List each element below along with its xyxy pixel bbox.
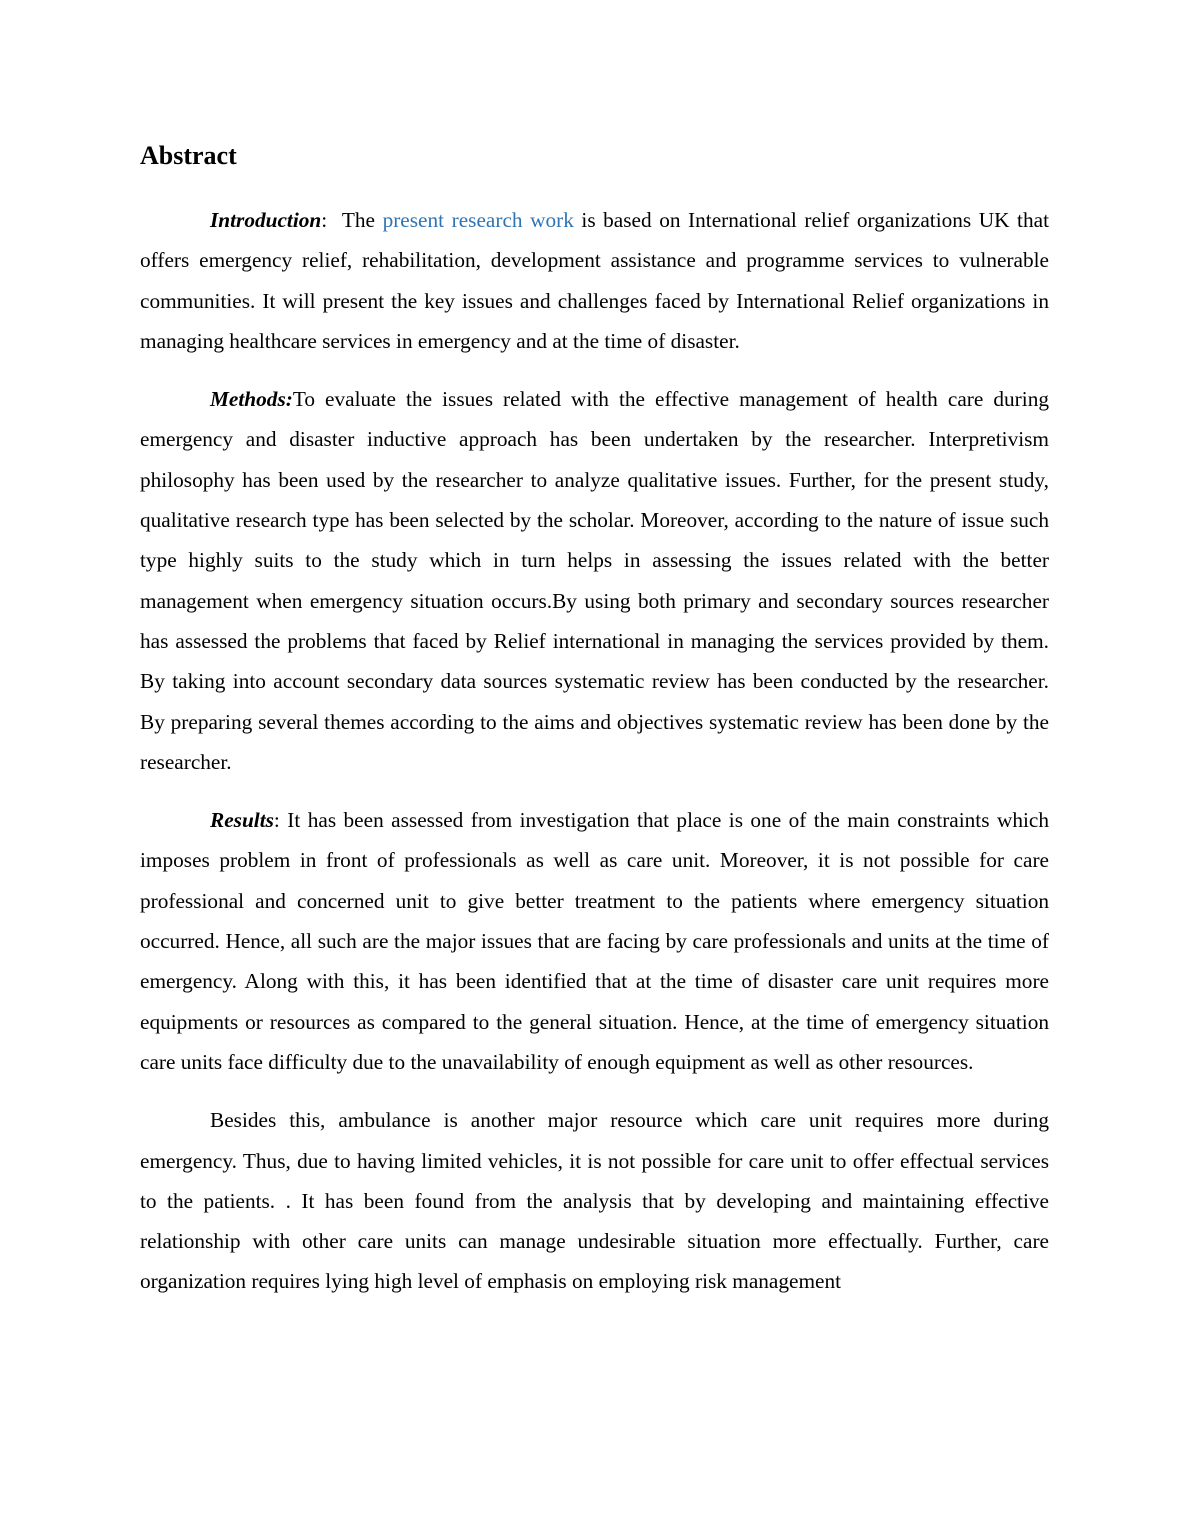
methods-label: Methods: bbox=[210, 387, 293, 412]
document-body bbox=[140, 140, 1049, 1320]
methods-text: To evaluate the issues related with the effective management of health care during emergency and disaster inductive approach has been undertaken by the researcher. Interpretivism philosophy has been used by the researcher to analyze qualitative issues. Further, for the present study, qualitative research type has been selected by the scholar. Moreover, according to the nature of issue such type highly suits to the study which in turn helps in assessing the issues related with the better management when emergency situation occurs.By using both primary and secondary sources researcher has assessed the problems that faced by Relief international in managing the services provided by them. By taking into account secondary data sources systematic review has been conducted by the researcher. By preparing several themes according to the aims and objectives systematic review has been done by the researcher. bbox=[140, 387, 1049, 774]
abstract-heading: Abstract bbox=[140, 141, 237, 170]
methods-paragraph bbox=[140, 379, 1049, 782]
results-text: : It has been assessed from investigation that place is one of the main constraints which imposes problem in front of professionals as well as care unit. Moreover, it is not possible for care professional and concerned unit to give better treatment to the patients where emergency situation occurred. Hence, all such are the major issues that are facing by care professionals and units at the time of emergency. Along with this, it has been identified that at the time of disaster care unit requires more equipments or resources as compared to the general situation. Hence, at the time of emergency situation care units face difficulty due to the unavailability of enough equipment as well as other resources. bbox=[140, 808, 1049, 1074]
introduction-text: is based on International relief organizations UK that offers emergency relief, rehabilitation, development assistance and programme services to vulnerable communities. It will present the key issues and challenges faced by International Relief organizations in managing healthcare services in emergency and at the time of disaster. bbox=[140, 208, 1049, 353]
introduction-label: Introduction bbox=[210, 208, 322, 232]
results-label: Results bbox=[210, 808, 274, 833]
introduction-separator: : The bbox=[321, 208, 383, 232]
introduction-paragraph bbox=[140, 200, 1049, 361]
results-paragraph bbox=[140, 800, 1049, 1082]
present-research-work-link[interactable]: present research work bbox=[382, 208, 574, 232]
besides-paragraph: Besides this, ambulance is another major resource which care unit requires more during emergency. Thus, due to having limited vehicles, it is not possible for care unit to offer effectual services to the patients. . It has been found from the analysis that by developing and maintaining effective relationship with other care units can manage undesirable situation more effectually. Further, care organization requires lying high level of emphasis on employing risk management bbox=[140, 1108, 1049, 1294]
